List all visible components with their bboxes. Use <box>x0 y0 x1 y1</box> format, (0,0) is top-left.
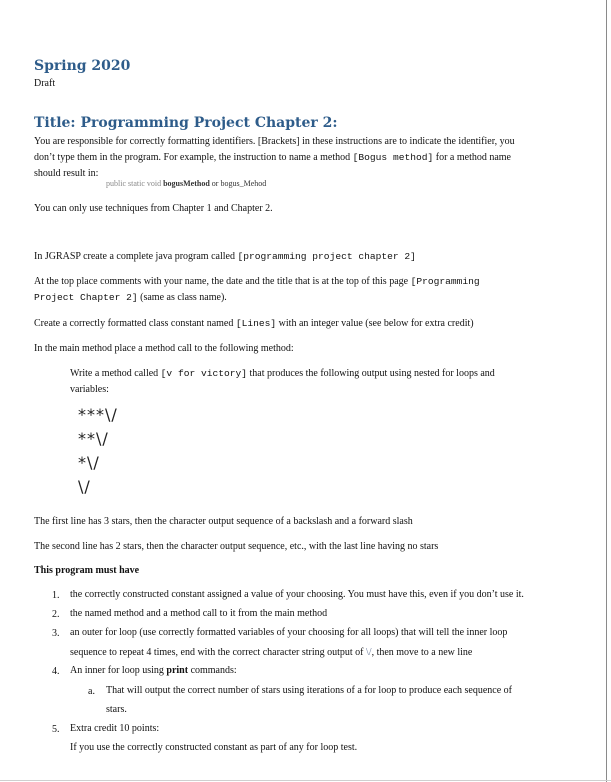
sub-list-item: That will output the correct number of stars using iterations of a for loop to produce each sequence of <box>106 685 512 696</box>
term-heading: Spring 2020 <box>34 58 131 74</box>
list-number: 1. <box>52 590 60 601</box>
sub-list-item-continuation: stars. <box>106 704 127 715</box>
sub-list-letter: a. <box>88 686 95 697</box>
list-number: 4. <box>52 666 60 677</box>
list-item-continuation: sequence to repeat 4 times, end with the correct character string output of \/, then move to a new line <box>70 647 473 658</box>
explanation-first-line: The first line has 3 stars, then the character output sequence of a backslash and a forward slash <box>34 516 413 527</box>
output-line-4: \/ <box>78 477 91 496</box>
jgrasp-instruction: In JGRASP create a complete java program called [programming project chapter 2] <box>34 251 416 262</box>
list-number: 5. <box>52 724 60 735</box>
list-number: 2. <box>52 609 60 620</box>
explanation-second-line: The second line has 2 stars, then the character output sequence, etc., with the last line having no stars <box>34 541 439 552</box>
comments-instruction-2: Project Chapter 2] (same as class name). <box>34 292 227 303</box>
constant-instruction: Create a correctly formatted class constant named [Lines] with an integer value (see below for extra credit) <box>34 318 474 329</box>
chapter-limit: You can only use techniques from Chapter 1 and Chapter 2. <box>34 203 273 214</box>
output-line-2: **\/ <box>78 429 109 448</box>
output-line-1: ***\/ <box>78 405 118 424</box>
list-item: An inner for loop using print commands: <box>70 665 237 676</box>
write-method-line-1: Write a method called [v for victory] that produces the following output using nested for loops and <box>70 368 495 379</box>
write-method-line-2: variables: <box>70 384 109 395</box>
output-line-3: *\/ <box>78 453 100 472</box>
list-item: Extra credit 10 points: <box>70 723 160 734</box>
main-method-instruction: In the main method place a method call to the following method: <box>34 343 294 354</box>
page-edge-bottom <box>0 780 611 781</box>
page-title: Title: Programming Project Chapter 2: <box>34 115 338 131</box>
intro-line-2: don’t type them in the program. For example, the instruction to name a method [Bogus method] for a method name <box>34 152 511 163</box>
requirements-heading: This program must have <box>34 565 140 576</box>
intro-line-1: You are responsible for correctly formatting identifiers. [Brackets] in these instructions are to indicate the identifier, you <box>34 136 515 147</box>
method-example: public static void bogusMethod or bogus_Mehod <box>106 179 267 188</box>
draft-label: Draft <box>34 78 56 89</box>
intro-line-3: should result in: <box>34 168 99 179</box>
comments-instruction-1: At the top place comments with your name, the date and the title that is at the top of this page [Programming <box>34 276 480 287</box>
list-item: the correctly constructed constant assigned a value of your choosing. You must have this, even if you don’t use it. <box>70 589 524 600</box>
list-item: the named method and a method call to it from the main method <box>70 608 328 619</box>
page-edge <box>606 0 607 782</box>
list-item: an outer for loop (use correctly formatted variables of your choosing for all loops) that will tell the inner loop <box>70 627 508 638</box>
list-number: 3. <box>52 628 60 639</box>
list-item-continuation: If you use the correctly constructed constant as part of any for loop test. <box>70 742 358 753</box>
